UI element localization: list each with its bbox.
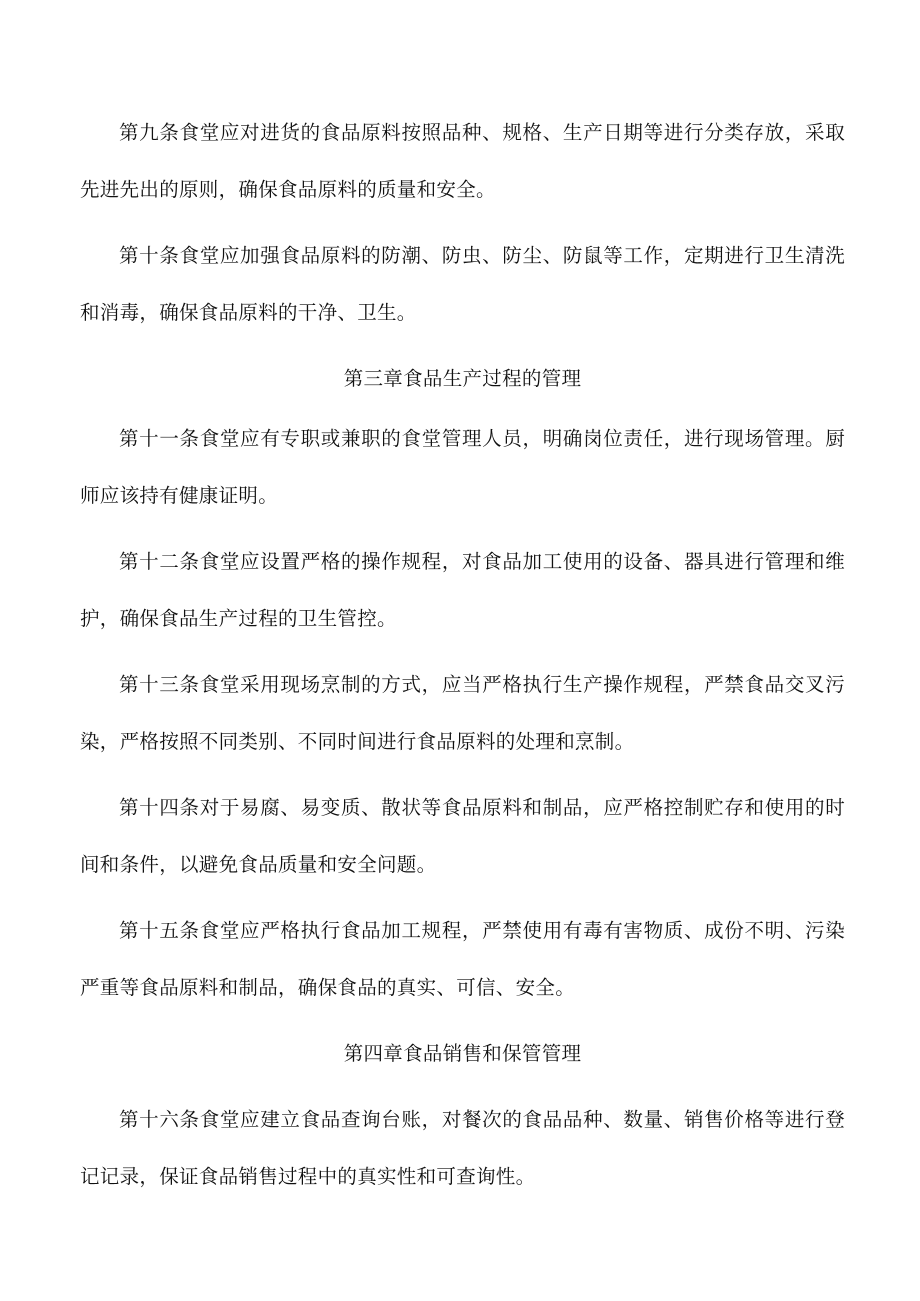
article-14-paragraph: 第十四条对于易腐、易变质、散状等食品原料和制品，应严格控制贮存和使用的时间和条件，以避免食品质量和安全问题。 bbox=[80, 796, 845, 876]
document-page bbox=[80, 104, 845, 1214]
chapter-4-heading: 第四章食品销售和保管管理 bbox=[343, 1042, 582, 1065]
chapter-3-heading: 第三章食品生产过程的管理 bbox=[343, 367, 582, 390]
article-15-paragraph: 第十五条食堂应严格执行食品加工规程，严禁使用有毒有害物质、成份不明、污染严重等食品原料和制品，确保食品的真实、可信、安全。 bbox=[80, 919, 845, 999]
article-13-paragraph: 第十三条食堂采用现场烹制的方式，应当严格执行生产操作规程，严禁食品交叉污染，严格按照不同类别、不同时间进行食品原料的处理和烹制。 bbox=[80, 673, 845, 753]
article-9-paragraph: 第九条食堂应对进货的食品原料按照品种、规格、生产日期等进行分类存放，采取先进先出的原则，确保食品原料的质量和安全。 bbox=[80, 121, 845, 201]
article-11-paragraph: 第十一条食堂应有专职或兼职的食堂管理人员，明确岗位责任，进行现场管理。厨师应该持有健康证明。 bbox=[80, 427, 845, 507]
article-12-paragraph: 第十二条食堂应设置严格的操作规程，对食品加工使用的设备、器具进行管理和维护，确保食品生产过程的卫生管控。 bbox=[80, 550, 845, 630]
article-10-paragraph: 第十条食堂应加强食品原料的防潮、防虫、防尘、防鼠等工作，定期进行卫生清洗和消毒，确保食品原料的干净、卫生。 bbox=[80, 244, 845, 324]
article-16-paragraph: 第十六条食堂应建立食品查询台账，对餐次的食品品种、数量、销售价格等进行登记记录，保证食品销售过程中的真实性和可查询性。 bbox=[80, 1108, 845, 1188]
